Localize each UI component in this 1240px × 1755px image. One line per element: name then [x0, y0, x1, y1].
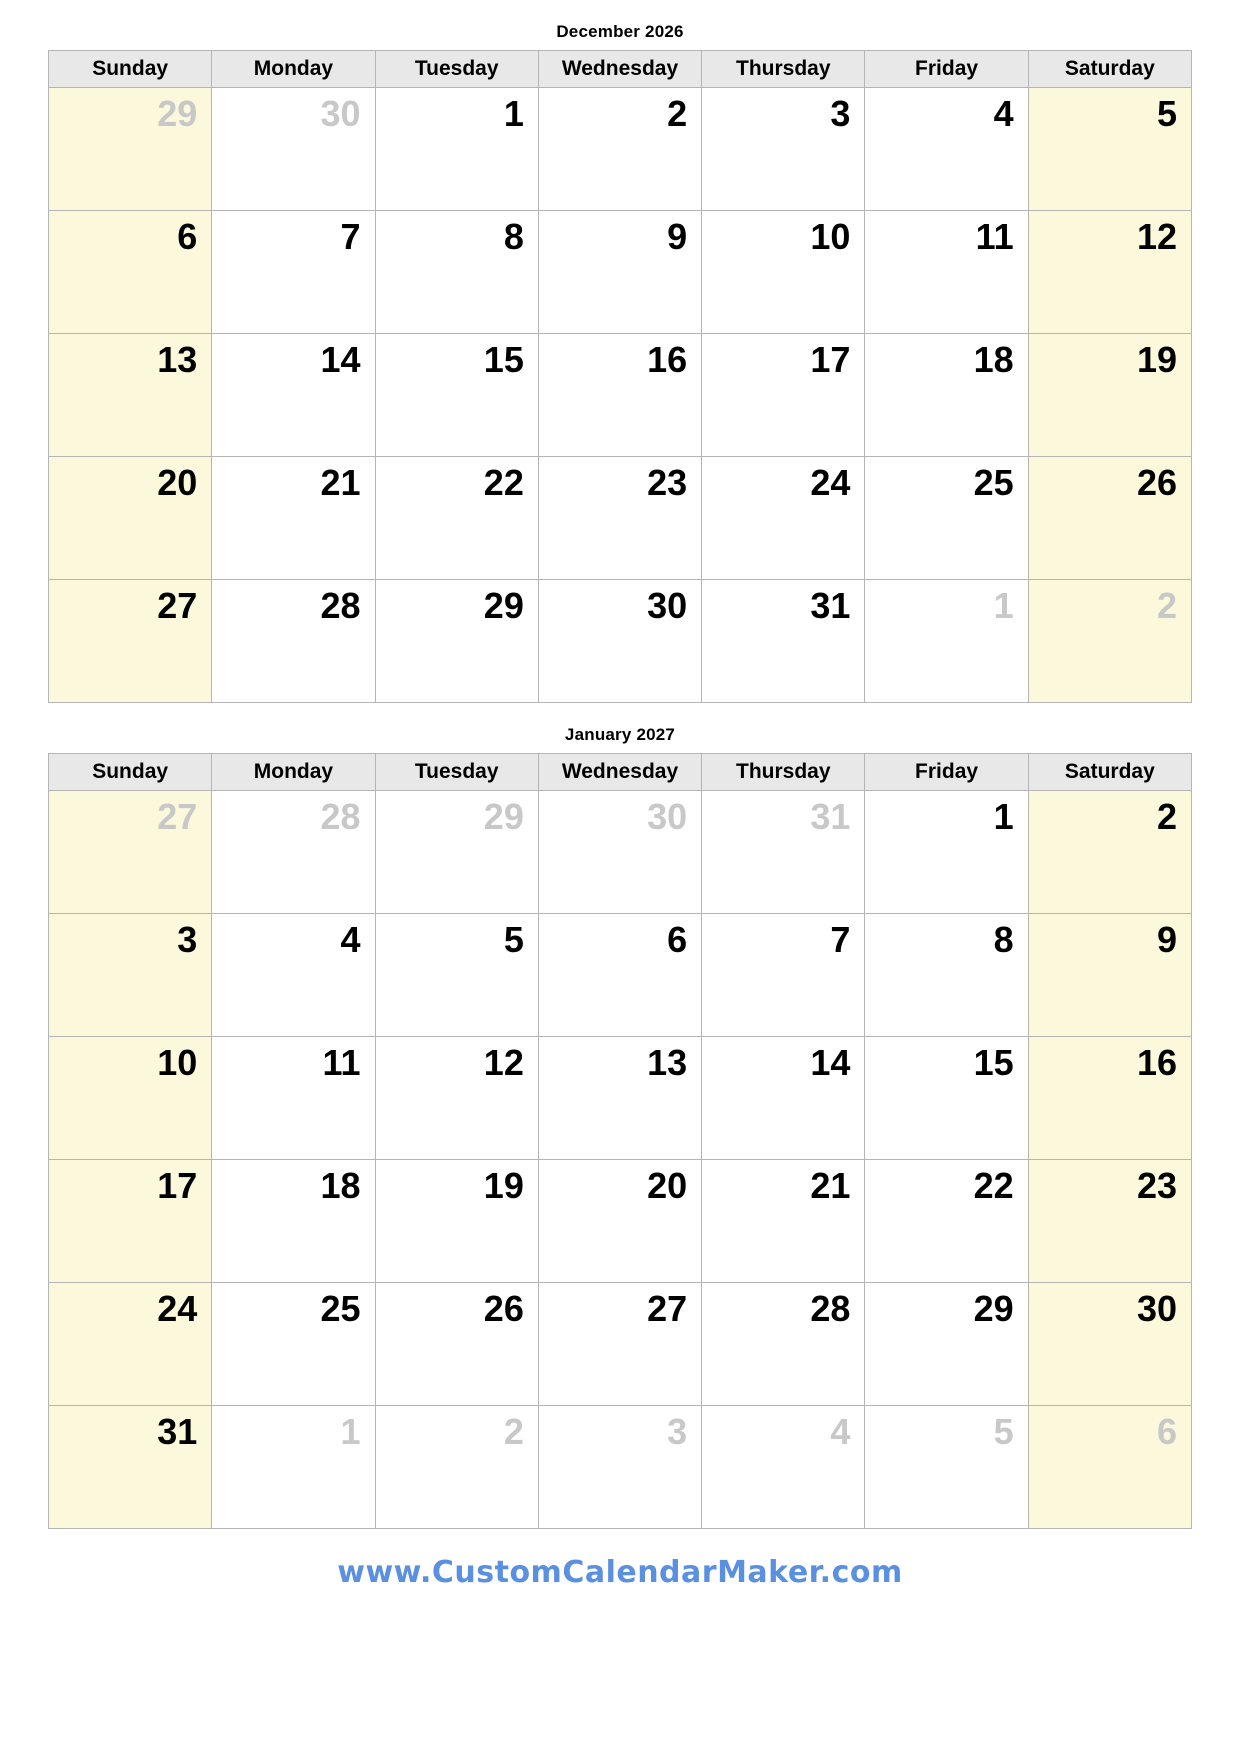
day-number: 20: [157, 462, 198, 503]
calendar-week-row: [49, 914, 1192, 1037]
day-number: 26: [483, 1288, 524, 1329]
calendar-day-cell[interactable]: [538, 1037, 701, 1160]
calendar-day-cell[interactable]: [865, 1406, 1028, 1529]
calendar-day-cell[interactable]: [702, 1283, 865, 1406]
day-number: 31: [810, 585, 851, 626]
day-number: 24: [157, 1288, 198, 1329]
day-number: 16: [647, 339, 688, 380]
weekday-header-tuesday: Tuesday: [375, 51, 538, 88]
weekday-header-row: [49, 51, 1192, 88]
day-number: 12: [1136, 216, 1177, 257]
calendar-day-cell[interactable]: [1028, 1160, 1191, 1283]
calendar-day-cell[interactable]: [375, 1037, 538, 1160]
day-number: 3: [830, 93, 851, 134]
calendar-day-cell[interactable]: [1028, 211, 1191, 334]
calendar-day-cell[interactable]: [702, 211, 865, 334]
day-number: 1: [993, 585, 1014, 626]
calendar-day-cell[interactable]: [1028, 580, 1191, 703]
day-number: 18: [320, 1165, 361, 1206]
calendar-day-cell[interactable]: [212, 1406, 375, 1529]
day-number: 29: [973, 1288, 1014, 1329]
day-number: 30: [647, 796, 688, 837]
day-number: 1: [503, 93, 524, 134]
day-number: 8: [503, 216, 524, 257]
day-number: 22: [973, 1165, 1014, 1206]
day-number: 13: [647, 1042, 688, 1083]
day-number: 5: [1156, 93, 1177, 134]
calendar-day-cell[interactable]: [1028, 791, 1191, 914]
day-number: 13: [157, 339, 198, 380]
calendar-day-cell[interactable]: [212, 88, 375, 211]
calendar-day-cell[interactable]: [538, 791, 701, 914]
calendar-day-cell[interactable]: [49, 580, 212, 703]
day-number: 5: [993, 1411, 1014, 1452]
weekday-header-row: [49, 754, 1192, 791]
calendar-day-cell[interactable]: [702, 1160, 865, 1283]
day-number: 26: [1136, 462, 1177, 503]
calendar-week-row: [49, 457, 1192, 580]
calendar-day-cell[interactable]: [1028, 457, 1191, 580]
calendar-week-row: [49, 88, 1192, 211]
calendar-day-cell[interactable]: [49, 791, 212, 914]
day-number: 3: [667, 1411, 688, 1452]
calendar-grid-january: [48, 753, 1192, 1529]
day-number: 19: [483, 1165, 524, 1206]
day-number: 22: [483, 462, 524, 503]
day-number: 31: [157, 1411, 198, 1452]
day-number: 3: [177, 919, 198, 960]
calendar-day-cell[interactable]: [375, 580, 538, 703]
day-number: 31: [810, 796, 851, 837]
weekday-header-sunday: Sunday: [49, 754, 212, 791]
calendar-day-cell[interactable]: [538, 457, 701, 580]
calendar-day-cell[interactable]: [702, 1037, 865, 1160]
calendar-week-row: [49, 1406, 1192, 1529]
weekday-header-wednesday: Wednesday: [538, 51, 701, 88]
calendar-week-row: [49, 580, 1192, 703]
day-number: 6: [667, 919, 688, 960]
day-number: 1: [993, 796, 1014, 837]
day-number: 28: [810, 1288, 851, 1329]
calendar-day-cell[interactable]: [49, 457, 212, 580]
day-number: 7: [830, 919, 851, 960]
calendar-day-cell[interactable]: [212, 457, 375, 580]
calendar-day-cell[interactable]: [49, 1160, 212, 1283]
day-number: 30: [647, 585, 688, 626]
month-block-december: [48, 22, 1192, 703]
day-number: 29: [157, 93, 198, 134]
month-spacer: [48, 703, 1192, 725]
calendar-day-cell[interactable]: [212, 211, 375, 334]
day-number: 30: [320, 93, 361, 134]
calendar-day-cell[interactable]: [702, 914, 865, 1037]
calendar-day-cell[interactable]: [865, 1160, 1028, 1283]
calendar-day-cell[interactable]: [538, 1160, 701, 1283]
month-title: December 2026: [556, 22, 684, 41]
day-number: 29: [483, 796, 524, 837]
calendar-grid-december: [48, 50, 1192, 703]
day-number: 29: [483, 585, 524, 626]
calendar-day-cell[interactable]: [1028, 334, 1191, 457]
weekday-header-sunday: Sunday: [49, 51, 212, 88]
day-number: 10: [810, 216, 851, 257]
calendar-day-cell[interactable]: [1028, 1037, 1191, 1160]
day-number: 27: [647, 1288, 688, 1329]
day-number: 21: [320, 462, 361, 503]
day-number: 17: [810, 339, 851, 380]
day-number: 15: [483, 339, 524, 380]
calendar-day-cell[interactable]: [702, 88, 865, 211]
calendar-week-row: [49, 334, 1192, 457]
calendar-day-cell[interactable]: [702, 457, 865, 580]
calendar-day-cell[interactable]: [375, 914, 538, 1037]
calendar-body-january: [49, 791, 1192, 1529]
day-number: 21: [810, 1165, 851, 1206]
calendar-day-cell[interactable]: [538, 914, 701, 1037]
calendar-day-cell[interactable]: [49, 334, 212, 457]
weekday-header-thursday: Thursday: [702, 51, 865, 88]
calendar-day-cell[interactable]: [538, 334, 701, 457]
day-number: 15: [973, 1042, 1014, 1083]
day-number: 2: [503, 1411, 524, 1452]
day-number: 2: [667, 93, 688, 134]
day-number: 6: [177, 216, 198, 257]
day-number: 6: [1156, 1411, 1177, 1452]
day-number: 5: [503, 919, 524, 960]
calendar-day-cell[interactable]: [375, 211, 538, 334]
calendar-day-cell[interactable]: [49, 211, 212, 334]
day-number: 30: [1136, 1288, 1177, 1329]
calendar-week-row: [49, 1037, 1192, 1160]
day-number: 25: [320, 1288, 361, 1329]
calendar-day-cell[interactable]: [538, 211, 701, 334]
calendar-day-cell[interactable]: [212, 1283, 375, 1406]
calendar-day-cell[interactable]: [865, 334, 1028, 457]
calendar-day-cell[interactable]: [865, 914, 1028, 1037]
calendar-day-cell[interactable]: [49, 914, 212, 1037]
calendar-day-cell[interactable]: [538, 580, 701, 703]
day-number: 18: [973, 339, 1014, 380]
day-number: 27: [157, 585, 198, 626]
weekday-header-friday: Friday: [865, 754, 1028, 791]
day-number: 2: [1156, 585, 1177, 626]
calendar-body-december: [49, 88, 1192, 703]
day-number: 20: [647, 1165, 688, 1206]
calendar-day-cell[interactable]: [49, 1283, 212, 1406]
calendar-day-cell[interactable]: [1028, 914, 1191, 1037]
calendar-day-cell[interactable]: [865, 88, 1028, 211]
day-number: 11: [975, 216, 1014, 257]
day-number: 27: [157, 796, 198, 837]
day-number: 28: [320, 585, 361, 626]
weekday-header-saturday: Saturday: [1028, 754, 1191, 791]
day-number: 19: [1136, 339, 1177, 380]
day-number: 14: [320, 339, 361, 380]
calendar-day-cell[interactable]: [375, 457, 538, 580]
calendar-day-cell[interactable]: [375, 1160, 538, 1283]
month-block-january: [48, 725, 1192, 1529]
day-number: 25: [973, 462, 1014, 503]
calendar-day-cell[interactable]: [212, 1037, 375, 1160]
calendar-day-cell[interactable]: [375, 791, 538, 914]
calendar-day-cell[interactable]: [1028, 1283, 1191, 1406]
weekday-header-saturday: Saturday: [1028, 51, 1191, 88]
month-title: January 2027: [564, 725, 676, 744]
day-number: 17: [157, 1165, 198, 1206]
calendar-day-cell[interactable]: [702, 791, 865, 914]
day-number: 28: [320, 796, 361, 837]
calendar-day-cell[interactable]: [702, 580, 865, 703]
weekday-header-thursday: Thursday: [702, 754, 865, 791]
day-number: 23: [1136, 1165, 1177, 1206]
day-number: 9: [1156, 919, 1177, 960]
calendar-day-cell[interactable]: [1028, 1406, 1191, 1529]
calendar-day-cell[interactable]: [865, 457, 1028, 580]
weekday-header-monday: Monday: [212, 51, 375, 88]
calendar-day-cell[interactable]: [538, 1283, 701, 1406]
day-number: 8: [993, 919, 1014, 960]
day-number: 2: [1156, 796, 1177, 837]
calendar-day-cell[interactable]: [865, 1037, 1028, 1160]
day-number: 16: [1136, 1042, 1177, 1083]
calendar-day-cell[interactable]: [212, 334, 375, 457]
day-number: 11: [322, 1042, 361, 1083]
calendar-day-cell[interactable]: [538, 88, 701, 211]
calendar-day-cell[interactable]: [865, 580, 1028, 703]
day-number: 12: [483, 1042, 524, 1083]
calendar-day-cell[interactable]: [212, 1160, 375, 1283]
calendar-day-cell[interactable]: [865, 1283, 1028, 1406]
day-number: 9: [667, 216, 688, 257]
calendar-day-cell[interactable]: [538, 1406, 701, 1529]
weekday-header-friday: Friday: [865, 51, 1028, 88]
calendar-day-cell[interactable]: [212, 791, 375, 914]
calendar-day-cell[interactable]: [1028, 88, 1191, 211]
day-number: 14: [810, 1042, 851, 1083]
calendar-day-cell[interactable]: [702, 334, 865, 457]
calendar-day-cell[interactable]: [375, 1283, 538, 1406]
calendar-week-row: [49, 211, 1192, 334]
day-number: 4: [340, 919, 361, 960]
day-number: 24: [810, 462, 851, 503]
weekday-header-wednesday: Wednesday: [538, 754, 701, 791]
calendar-day-cell[interactable]: [865, 211, 1028, 334]
day-number: 10: [157, 1042, 198, 1083]
calendar-day-cell[interactable]: [212, 580, 375, 703]
calendar-day-cell[interactable]: [375, 88, 538, 211]
calendar-week-row: [49, 791, 1192, 914]
weekday-header-monday: Monday: [212, 754, 375, 791]
calendar-day-cell[interactable]: [702, 1406, 865, 1529]
footer: [48, 1555, 1192, 1590]
calendar-day-cell[interactable]: [375, 1406, 538, 1529]
calendar-day-cell[interactable]: [375, 334, 538, 457]
day-number: 4: [830, 1411, 851, 1452]
custom-calendar-maker-link[interactable]: www.CustomCalendarMaker.com: [337, 1555, 903, 1590]
calendar-day-cell[interactable]: [49, 1406, 212, 1529]
calendar-week-row: [49, 1283, 1192, 1406]
day-number: 4: [993, 93, 1014, 134]
calendar-week-row: [49, 1160, 1192, 1283]
calendar-day-cell[interactable]: [49, 1037, 212, 1160]
day-number: 7: [340, 216, 361, 257]
day-number: 23: [647, 462, 688, 503]
calendar-day-cell[interactable]: [49, 88, 212, 211]
day-number: 1: [340, 1411, 361, 1452]
weekday-header-tuesday: Tuesday: [375, 754, 538, 791]
calendar-day-cell[interactable]: [865, 791, 1028, 914]
calendar-day-cell[interactable]: [212, 914, 375, 1037]
